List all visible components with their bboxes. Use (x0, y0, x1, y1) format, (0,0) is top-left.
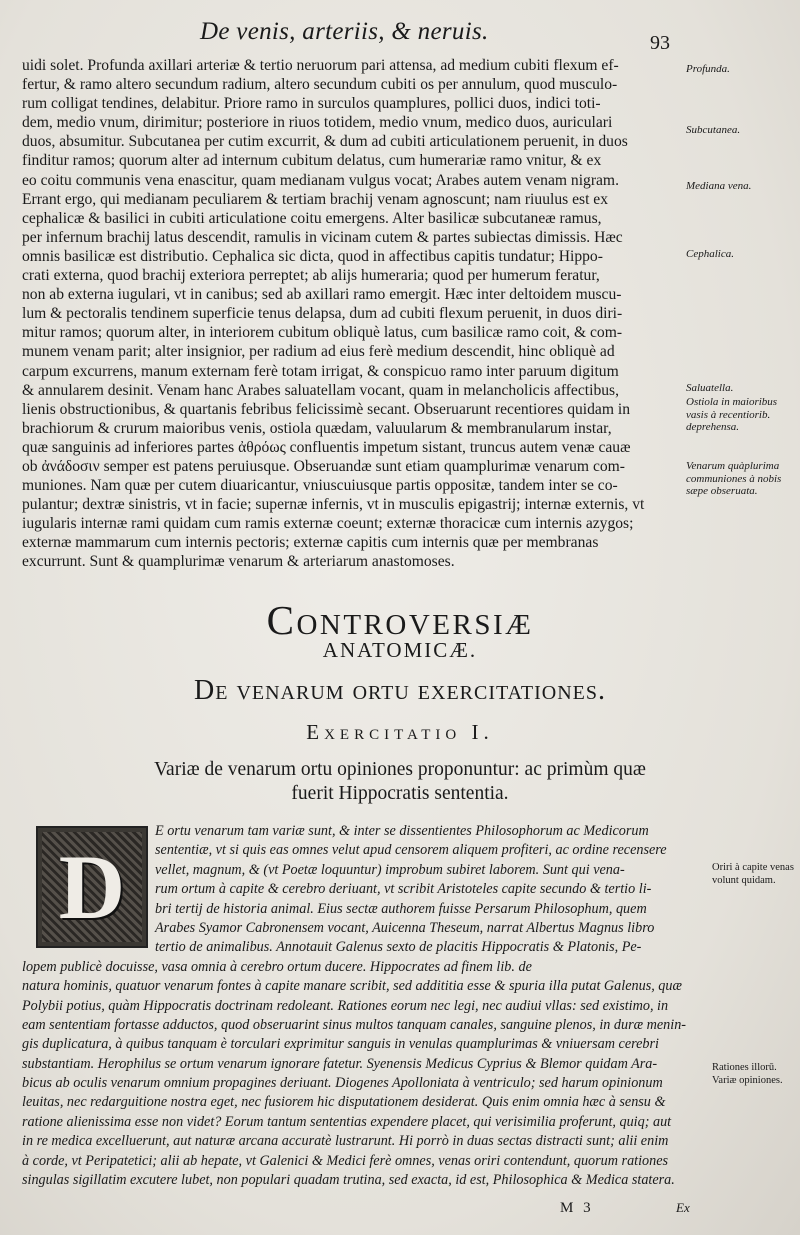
margin-note: Profunda. (686, 63, 730, 75)
margin-note: Ostiola in maioribus vasis à recentiorib. deprehensa. (686, 396, 778, 433)
text-line: lum & pectoralis tendinem superficie tenus delapsa, dum ad cubiti flexum peruenit, in duos diri- (22, 305, 623, 323)
text-line: ob ἀνάδοσιν semper est patens peruiusque. Obseruandæ sunt etiam quamplurimæ venarum com- (22, 457, 625, 475)
initial-letter: D (58, 836, 126, 938)
text-line: fertur, & ramo altero secundum radium, altero secundum cubiti os per annulum, quod musculo- (22, 76, 618, 94)
text-line: excurrunt. Sunt & quamplurimæ venarum & arteriarum anastomoses. (22, 553, 455, 571)
text-line: cephalicæ & basilici in cubiti articulatione coitu emergens. Alter basilicæ subcutaneæ ramus, (22, 209, 602, 227)
section-subtitle: ANATOMICÆ. (322, 638, 478, 662)
catchword: Ex (676, 1200, 690, 1215)
page-number: 93 (650, 32, 670, 54)
text-line: crati externa, quod brachij exteriora perreptet; ab alijs humeraria; quod per humerum feratur, (22, 267, 600, 285)
text-line: non ab externa iugulari, vt in canibus; sed ab axillari ramo emergit. Hæc inter deltoidem muscu- (22, 286, 622, 304)
text-line: duos, absumitur. Subcutanea per cutim excurrit, & dum ad cubiti articulationem peruenit, in duos (22, 133, 628, 151)
text-line: mitur ramos; quorum alter, in interiorem cubitum obliquè latus, cum basilicæ ramo coit, & com- (22, 324, 623, 342)
exercitatio-summary (0, 758, 800, 806)
text-line: natura hominis, quatuor venarum fontes à capite manare scribit, sed addititia esse & spuria illa putat Galenus, quæ (22, 978, 682, 995)
text-line: in re medica excelluerunt, aut naturæ arcana accuratè lustrarunt. Hi porrò in duas sectas distracti sunt; alii enim (22, 1133, 669, 1150)
text-line: tertio de animalibus. Annotauit Galenus sexto de placitis Hippocratis & Platonis, Pe- (155, 939, 642, 956)
text-line: pulantur; dextræ sinistris, vt in facie; supernæ infernis, vt in musculis epigastrij; internæ externis, vt (22, 496, 645, 514)
margin-note: Rationes illorū. Variæ opiniones. (712, 1062, 783, 1086)
text-line: muniones. Nam quæ per cutem diuaricantur, vniuscuiusque partis oppositæ, tandem inter se co- (22, 477, 618, 495)
text-line: substantiam. Herophilus se ortum venarum ignorare fatetur. Syenensis Medicus Cyprius & Blemor quidam Ara- (22, 1055, 658, 1072)
text-line: brachiorum & crurum maioribus venis, ostiola quædam, valuularum & membranularum instar, (22, 419, 612, 437)
signature-mark: M 3 (560, 1200, 594, 1216)
text-line: Arabes Syamor Cabronensem vocant, Auicenna Theseum, narrat Albertus Magnus libro (155, 919, 655, 936)
running-head: De venis, arteriis, & neruis. (200, 18, 489, 45)
margin-note: Subcutanea. (686, 124, 741, 136)
summary-line: Variæ de venarum ortu opiniones proponuntur: ac primùm quæ (154, 759, 646, 780)
text-line: dem, medio vnum, dirimitur; posteriore in riuos totidem, medio vnum, medico duos, auriculari (22, 114, 613, 132)
margin-note: Venarum quàplurima communiones à nobis sæpe obseruata. (686, 460, 782, 497)
text-line: finditur ramos; quorum alter ad internum cubitum delatus, cum humerariæ ramo vnitur, & ex (22, 152, 602, 170)
margin-note: Oriri à capite venas volunt quidam. (712, 862, 794, 886)
text-line: carpum excurrens, manum externam ferè totam irrigat, & conspicuo ramo inter paruum digitum (22, 362, 619, 380)
text-line: eam sententiam fortasse adductos, quod obseruarint sinus multos tanquam canales, sanguine plenos, in duræ menin- (22, 1016, 687, 1033)
text-line: bicus ab oculis venarum omnium propagines deriuant. Diogenes Apolloniata à ventriculo; sed harum opinionum (22, 1075, 663, 1092)
summary-line: fuerit Hippocratis sententia. (291, 783, 509, 804)
text-line: sententiæ, vt si quis eas omnes velut apud censorem aliquem profiteri, ac ordine recensere (155, 842, 667, 859)
text-line: leuitas, nec redarguitione nostra eget, nec fusiorem hic disputationem desiderat. Quis enim omnia hæc à sensu & (22, 1094, 666, 1111)
text-line: quæ sanguinis ad inferiores partes ἀθρόως confluentis impetum sistant, truncus autem venæ cauæ (22, 438, 631, 456)
text-line: vellet, magnum, & (vt Poetæ loquuntur) improbum subiret laborem. Sunt qui vena- (155, 861, 625, 878)
initial-ornament (42, 832, 142, 942)
text-line: singulas sigillatim excutere lubet, non populari quadam trutina, sed exacta, id est, Philosophica & Medica statera. (22, 1172, 675, 1189)
text-line: munem venam parit; alter insignior, per radium ad eius ferè medium descendit, hinc obliquè ad (22, 343, 615, 361)
margin-note: Mediana vena. (686, 180, 752, 192)
text-line: rum ortum à capite & cerebro deriuant, vt scribit Aristoteles capite secundo & tertio li- (155, 881, 652, 898)
text-line: eo coitu communis vena enascitur, quam medianam vulgus vocat; Arabes autem venam nigram. (22, 171, 619, 189)
text-line: E ortu venarum tam variæ sunt, & inter se dissentientes Philosophorum ac Medicorum (155, 823, 649, 839)
margin-note: Cephalica. (686, 248, 734, 260)
text-line: bri tertij de historia animal. Eius sectæ authorem fuisse Persarum Philosophum, quem (155, 900, 647, 917)
decorated-initial (36, 826, 148, 948)
section-title: Controversiæ (266, 597, 534, 643)
text-line: iugularis internæ rami quidam cum ramis externæ coeunt; externæ thoracicæ cum internis azygos; (22, 515, 634, 533)
body-text-upper (22, 56, 682, 572)
text-line: externæ mammarum cum internis pectoris; externæ capitis cum internis quæ per membranas (22, 534, 599, 552)
text-line: uidi solet. Profunda axillari arteriæ & tertio neruorum pari attensa, ad medium cubiti flexum ef- (22, 57, 619, 74)
text-line: rum colligat tendines, delabitur. Priore ramo in surculos quamplures, pollici duos, indici toti- (22, 95, 601, 113)
exercitatio-number: Exercitatio I. (306, 720, 494, 744)
margin-note: Saluatella. (686, 382, 734, 394)
text-line: gis duplicatura, à quibus tanquam è torculari exprimitur sanguis in venulas quamplurimas & vniuersam cerebri (22, 1036, 659, 1053)
text-line: Polybii potius, quàm Hippocratis doctrinam redoleant. Rationes eorum nec legi, nec audiui vllas: sed existimo, in (22, 997, 669, 1014)
text-line: per infernum brachij latus descendit, ramulis in vicinam cutem & partes subiectas dimissis. Hæc (22, 228, 623, 246)
exercitationes-heading: De venarum ortu exercitationes. (194, 675, 606, 706)
text-line: & annularem desinit. Venam hanc Arabes saluatellam vocant, quam in melancholicis affectibus, (22, 381, 620, 399)
text-line: Errant ergo, qui medianam peculiarem & tertiam brachij venam agnoscunt; nam riuulus est ex (22, 190, 609, 208)
text-line: omnis basilicæ est distributio. Cephalica sic dicta, quod in affectibus capitis tundatur; Hippo- (22, 247, 603, 265)
text-line: lienis obstructionibus, & quartanis febribus felicissimè secant. Obseruarunt recentiores quidam in (22, 400, 631, 418)
text-line: ratione alienissima esse non videt? Eorum tantum sententias expendere placet, qui verisimilia proferunt, quiq; aut (22, 1113, 672, 1130)
text-line: lopem publicè docuisse, vasa omnia à cerebro ortum ducere. Hippocrates ad finem lib. de (22, 958, 532, 975)
text-line: à corde, vt Peripatetici; alii ab hepate, vt Galenici & Medici ferè omnes, venas oriri contendunt, quorum rationes (22, 1152, 669, 1169)
